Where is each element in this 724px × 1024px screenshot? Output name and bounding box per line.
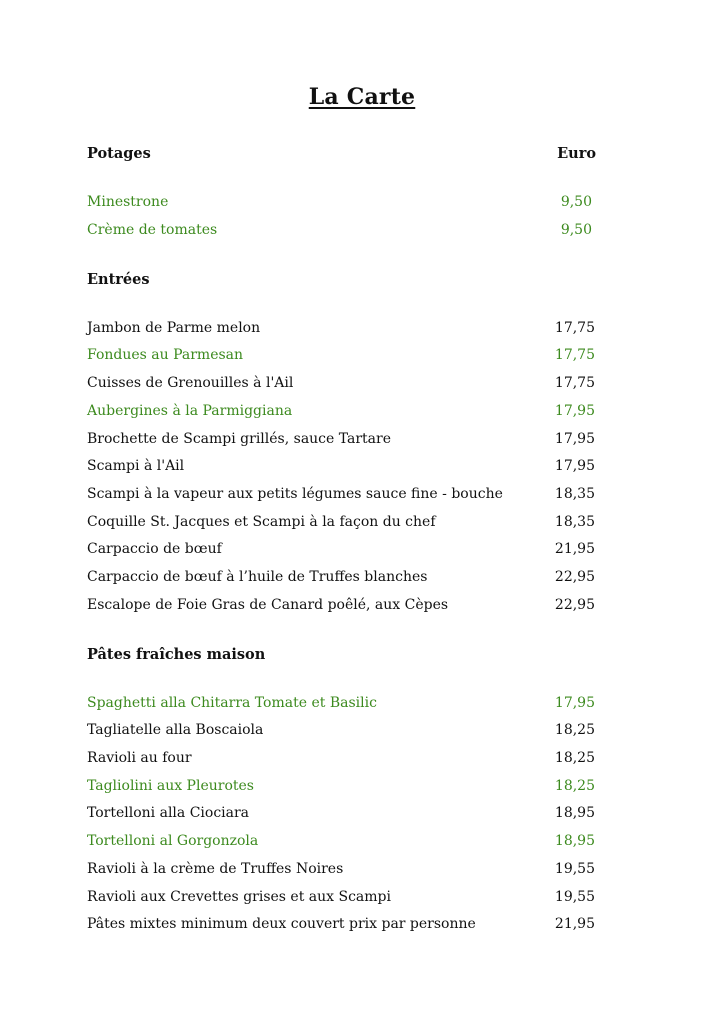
menu-item xyxy=(87,569,595,589)
item-price: 18,95 xyxy=(554,833,595,849)
item-price: 18,25 xyxy=(554,750,595,766)
menu-item xyxy=(87,750,595,770)
item-price: 18,95 xyxy=(554,805,595,821)
page-title: La Carte xyxy=(308,84,416,110)
item-price: 18,35 xyxy=(554,486,595,502)
item-name: Aubergines à la Parmiggiana xyxy=(87,403,293,419)
item-price: 17,75 xyxy=(554,347,595,363)
item-name: Ravioli à la crème de Truffes Noires xyxy=(87,861,344,877)
item-price: 21,95 xyxy=(554,916,595,932)
menu-item xyxy=(87,916,595,936)
item-name: Ravioli aux Crevettes grises et aux Scampi xyxy=(87,889,391,905)
menu-item xyxy=(87,833,595,853)
item-name: Tagliolini aux Pleurotes xyxy=(87,778,254,794)
item-name: Escalope de Foie Gras de Canard poêlé, aux Cèpes xyxy=(87,597,449,613)
menu-item xyxy=(87,375,595,395)
item-name: Carpaccio de bœuf xyxy=(87,541,222,557)
item-name: Scampi à la vapeur aux petits légumes sauce fine - bouche xyxy=(87,486,503,502)
section-heading-potages: Potages xyxy=(87,145,151,162)
item-name: Pâtes mixtes minimum deux couvert prix par personne xyxy=(87,916,476,932)
item-price: 9,50 xyxy=(560,222,592,238)
menu-item xyxy=(87,889,595,909)
item-price: 17,95 xyxy=(554,431,595,447)
item-name: Minestrone xyxy=(87,194,169,210)
item-price: 18,25 xyxy=(554,778,595,794)
menu-item xyxy=(87,861,595,881)
item-price: 22,95 xyxy=(554,597,595,613)
menu-item xyxy=(87,695,595,715)
item-price: 19,55 xyxy=(554,889,595,905)
item-name: Ravioli au four xyxy=(87,750,192,766)
menu-item xyxy=(87,458,595,478)
item-price: 22,95 xyxy=(554,569,595,585)
menu-item xyxy=(87,722,595,742)
currency-label: Euro xyxy=(557,145,596,162)
item-price: 17,95 xyxy=(554,695,595,711)
menu-item xyxy=(87,320,595,340)
item-price: 17,75 xyxy=(554,320,595,336)
menu-item xyxy=(87,597,595,617)
item-price: 19,55 xyxy=(554,861,595,877)
item-price: 17,95 xyxy=(554,403,595,419)
item-name: Spaghetti alla Chitarra Tomate et Basilic xyxy=(87,695,377,711)
item-name: Crème de tomates xyxy=(87,222,218,238)
item-name: Cuisses de Grenouilles à l'Ail xyxy=(87,375,294,391)
item-name: Scampi à l'Ail xyxy=(87,458,185,474)
menu-item xyxy=(87,222,595,242)
item-name: Fondues au Parmesan xyxy=(87,347,244,363)
item-price: 9,50 xyxy=(560,194,592,210)
section-heading-entrees: Entrées xyxy=(87,271,150,288)
item-price: 18,25 xyxy=(554,722,595,738)
item-name: Brochette de Scampi grillés, sauce Tartare xyxy=(87,431,392,447)
menu-item xyxy=(87,805,595,825)
menu-item xyxy=(87,194,595,214)
section-heading-pates: Pâtes fraîches maison xyxy=(87,646,266,663)
menu-item xyxy=(87,514,595,534)
menu-item xyxy=(87,431,595,451)
menu-item xyxy=(87,486,595,506)
item-name: Carpaccio de bœuf à l’huile de Truffes blanches xyxy=(87,569,428,585)
menu-item xyxy=(87,403,595,423)
item-name: Coquille St. Jacques et Scampi à la façon du chef xyxy=(87,514,436,530)
item-name: Tortelloni alla Ciociara xyxy=(87,805,250,821)
item-name: Jambon de Parme melon xyxy=(87,320,261,336)
menu-item xyxy=(87,778,595,798)
item-name: Tagliatelle alla Boscaiola xyxy=(87,722,264,738)
item-price: 21,95 xyxy=(554,541,595,557)
item-price: 17,95 xyxy=(554,458,595,474)
item-price: 17,75 xyxy=(554,375,595,391)
item-price: 18,35 xyxy=(554,514,595,530)
menu-item xyxy=(87,347,595,367)
menu-item xyxy=(87,541,595,561)
item-name: Tortelloni al Gorgonzola xyxy=(87,833,259,849)
